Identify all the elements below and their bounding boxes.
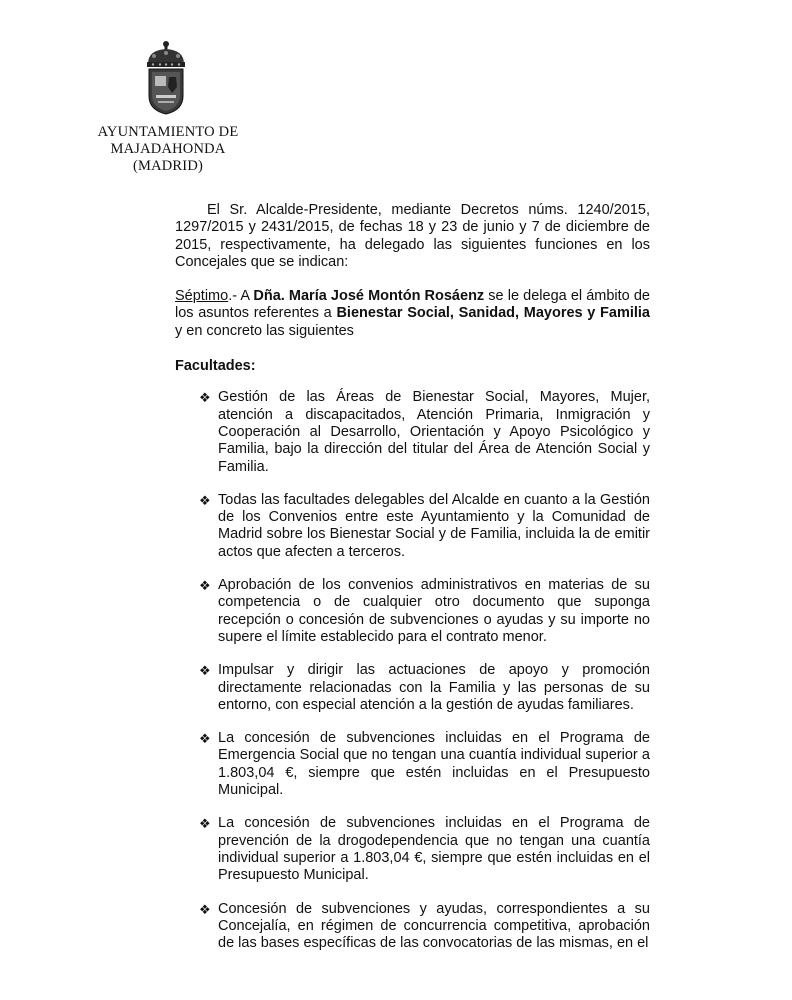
list-item [175,492,650,561]
diamond-bullet-icon: ❖ [199,390,211,406]
municipal-coat-of-arms-icon [136,40,196,116]
list-item-text: Aprobación de los convenios administrativos en materias de su competencia o de cualquier otro documento que suponga recepción o concesión de subvenciones o ayudas y su importe no supere el límite establecido para el contrato menor. [218,577,650,645]
list-item-text: Todas las facultades delegables del Alcalde en cuanto a la Gestión de los Convenios entre este Ayuntamiento y la Comunidad de Madrid sobre los Bienestar Social y de Familia, incluida la de emitir actos que afecten a terceros. [218,491,650,560]
list-item [175,901,650,953]
intro-paragraph: El Sr. Alcalde-Presidente, mediante Decretos núms. 1240/2015, 1297/2015 y 2431/2015, de fechas 18 y 23 de junio y 7 de diciembre de 2015, respectivamente, ha delegado las siguientes funciones en los Concejales que se indican: [175,202,650,270]
diamond-bullet-icon: ❖ [199,663,211,679]
list-item [175,815,650,884]
diamond-bullet-icon: ❖ [199,816,211,832]
seventh-label: Séptimo [175,288,229,305]
councillor-name: Dña. María José Montón Rosáenz [253,288,485,305]
diamond-bullet-icon: ❖ [199,578,211,594]
delegated-areas: Bienestar Social, Sanidad, Mayores y Familia [336,305,650,322]
list-item-text: La concesión de subvenciones incluidas en el Programa de prevención de la drogodependencia que no tengan una cuantía individual superior a 1.803,04 €, siempre que estén incluidas en el Presupuesto Municipal. [218,815,650,884]
seventh-paragraph [175,288,650,340]
diamond-bullet-icon: ❖ [199,901,211,917]
list-item-text: Impulsar y dirigir las actuaciones de apoyo y promoción directamente relacionadas con la Familia y las personas de su entorno, con especial atención a la gestión de ayudas familiares. [218,662,650,713]
seventh-suffix: y en concreto las siguientes [175,322,354,339]
seventh-middle: se le delega el ámbito de los asuntos referentes a [175,288,650,322]
document-body [175,202,650,968]
organization-name [88,124,248,175]
org-line-2: MAJADAHONDA [110,141,226,157]
facultades-list [175,389,650,952]
seventh-prefix: .- A [228,288,254,305]
org-line-1: AYUNTAMIENTO DE [97,124,239,140]
list-item [175,730,650,799]
list-item [175,662,650,714]
list-item [175,577,650,646]
diamond-bullet-icon: ❖ [199,492,211,508]
org-line-3: (MADRID) [132,158,204,174]
list-item [175,389,650,475]
list-item-text: Gestión de las Áreas de Bienestar Social, Mayores, Mujer, atención a discapacitados, Atención Primaria, Inmigración y Cooperación al Desarrollo, Orientación y Apoyo Psicológico y Familia, bajo la dirección del titular del Área de Atención Social y Familia. [218,389,650,475]
facultades-heading: Facultades: [175,358,256,375]
list-item-text: La concesión de subvenciones incluidas en el Programa de Emergencia Social que no tengan una cuantía individual superior a 1.803,04 €, siempre que estén incluidas en el Presupuesto Municipal. [218,730,650,799]
diamond-bullet-icon: ❖ [199,731,211,747]
list-item-text: Concesión de subvenciones y ayudas, correspondientes a su Concejalía, en régimen de concurrencia competitiva, aprobación de las bases específicas de las convocatorias de las mismas, en el [218,900,650,952]
